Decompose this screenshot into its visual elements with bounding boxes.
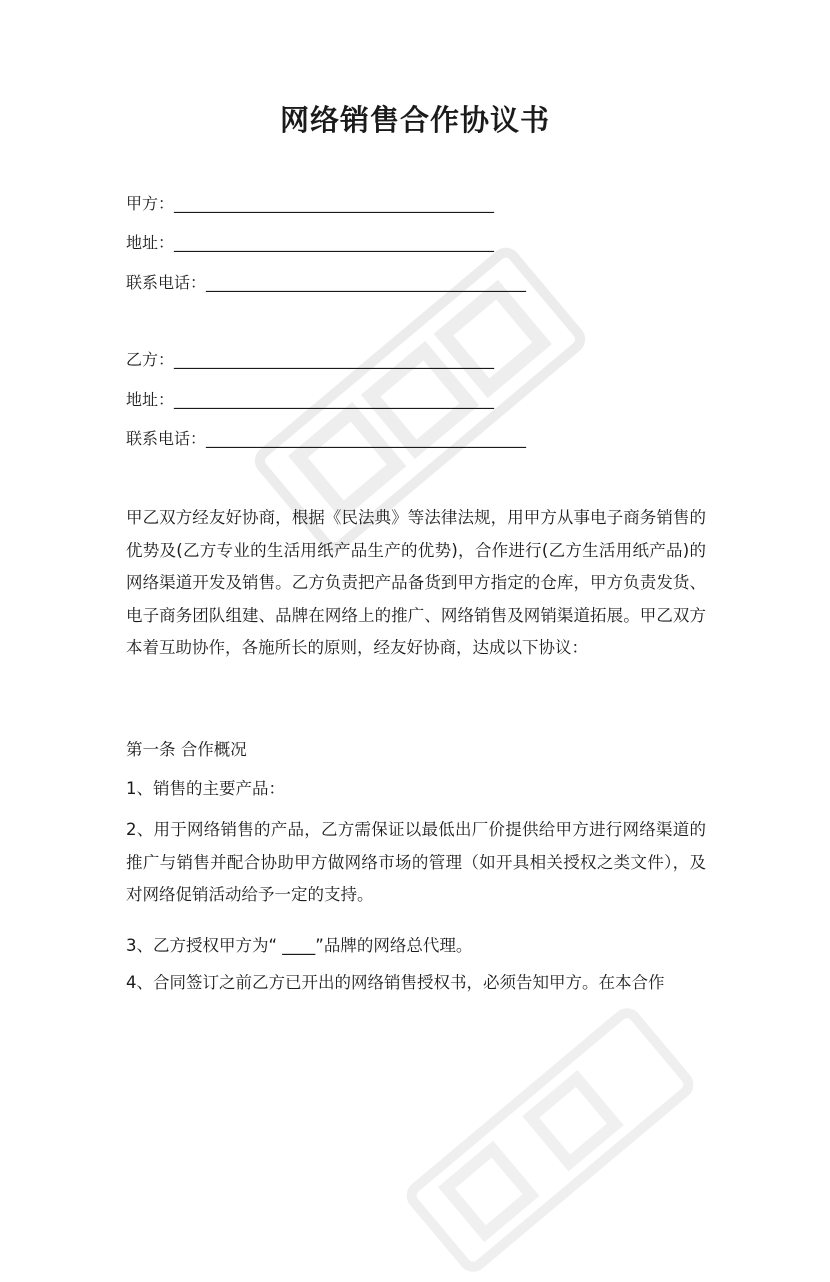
article-1-item-3: 3、乙方授权甲方为“ ____”品牌的网络总代理。 xyxy=(126,936,473,955)
party-a-name-label: 甲方： xyxy=(126,194,175,213)
watermark-stamp-bottom xyxy=(397,998,704,1282)
party-a-phone-blank: ________________________________________ xyxy=(206,273,527,292)
party-b-address-blank: ________________________________________ xyxy=(174,390,495,409)
party-b-name-label: 乙方： xyxy=(126,350,175,369)
party-a-phone-line xyxy=(126,272,526,294)
party-a-name-line xyxy=(126,193,494,215)
intro-paragraph: 甲乙双方经友好协商，根据《民法典》等法律法规，用甲方从事电子商务销售的优势及(乙方专业的生活用纸产品生产的优势)，合作进行(乙方生活用纸产品)的网络渠道开发及销售。乙方负责把产品备货到甲方指定的仓库，甲方负责发货、电子商务团队组建、品牌在网络上的推广、网络销售及网销渠道拓展。甲乙双方本着互助协作，各施所长的原则，经友好协商，达成以下协议： xyxy=(126,508,706,657)
article-1-item-1: 1、销售的主要产品： xyxy=(126,779,285,798)
party-a-name-blank: ________________________________________ xyxy=(174,194,495,213)
party-a-phone-label: 联系电话： xyxy=(126,273,207,292)
document-title: 网络销售合作协议书 xyxy=(279,103,550,137)
party-b-phone-label: 联系电话： xyxy=(126,429,207,448)
party-b-name-line xyxy=(126,349,494,371)
article-1-item-4: 4、合同签订之前乙方已开出的网络销售授权书，必须告知甲方。在本合作 xyxy=(126,973,665,992)
party-a-address-line xyxy=(126,232,494,254)
article-1-item-2: 2、用于网络销售的产品，乙方需保证以最低出厂价提供给甲方进行网络渠道的推广与销售并配合协助甲方做网络市场的管理（如开具相关授权之类文件），及对网络促销活动给予一定的支持。 xyxy=(126,820,706,904)
party-b-name-blank: ________________________________________ xyxy=(174,350,495,369)
party-b-address-label: 地址： xyxy=(126,390,175,409)
party-b-address-line xyxy=(126,389,494,411)
party-a-address-label: 地址： xyxy=(126,233,175,252)
party-b-phone-blank: ________________________________________ xyxy=(206,429,527,448)
party-a-address-blank: ________________________________________ xyxy=(174,233,495,252)
article-1-heading: 第一条 合作概况 xyxy=(126,740,247,759)
party-b-phone-line xyxy=(126,428,526,450)
